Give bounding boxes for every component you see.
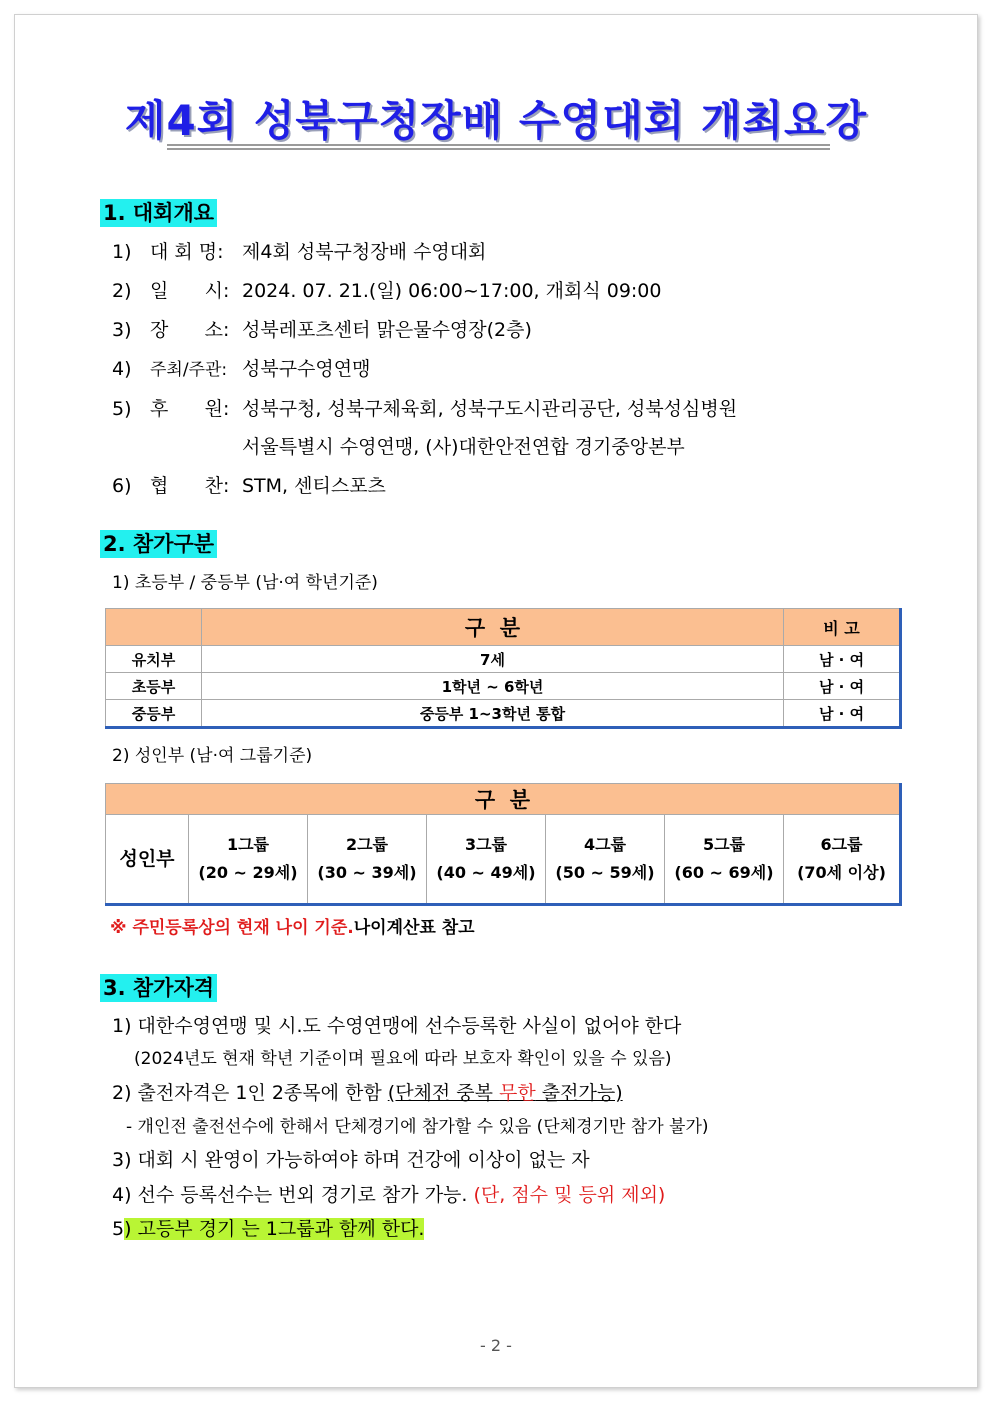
row-label: 유치부 bbox=[106, 646, 202, 673]
group-cell: 6그룹 (70세 이상) bbox=[784, 815, 901, 905]
row-desc: 7세 bbox=[202, 646, 784, 673]
table-row bbox=[106, 646, 901, 673]
eligibility-item: 5) 고등부 경기 는 1그룹과 함께 한다. bbox=[112, 1218, 425, 1240]
overview-item: 4) 주최/주관: 성북구수영연맹 bbox=[112, 358, 371, 380]
title-underline bbox=[167, 144, 830, 150]
overview-item: 3) 장 소: 성북레포츠센터 맑은물수영장(2층) bbox=[112, 319, 532, 341]
group-cell: 2그룹 (30 ~ 39세) bbox=[308, 815, 427, 905]
table-header-blank bbox=[106, 609, 202, 646]
section1-heading: 1. 대회개요 bbox=[100, 199, 217, 227]
table-header-division: 구 분 bbox=[202, 609, 784, 646]
group-cell: 4그룹 (50 ~ 59세) bbox=[546, 815, 665, 905]
row-label: 중등부 bbox=[106, 700, 202, 728]
eligibility-item: 2) 출전자격은 1인 2종목에 한함 (단체전 중복 무한 출전가능) bbox=[112, 1082, 623, 1104]
subheading-students: 1) 초등부 / 중등부 (남·여 학년기준) bbox=[112, 573, 378, 593]
eligibility-item: 3) 대회 시 완영이 가능하여야 하며 건강에 이상이 없는 자 bbox=[112, 1149, 590, 1171]
eligibility-subnote: (2024년도 현재 학년 기준이며 필요에 따라 보호자 확인이 있을 수 있음) bbox=[134, 1049, 672, 1069]
overview-item: 서울특별시 수영연맹, (사)대한안전연합 경기중앙본부 bbox=[242, 436, 685, 458]
row-label: 성인부 bbox=[106, 815, 189, 905]
overview-item: 1) 대 회 명: 제4회 성북구청장배 수영대회 bbox=[112, 241, 487, 263]
row-desc: 1학년 ~ 6학년 bbox=[202, 673, 784, 700]
row-label: 초등부 bbox=[106, 673, 202, 700]
subheading-adults: 2) 성인부 (남·여 그룹기준) bbox=[112, 746, 313, 766]
student-division-table bbox=[105, 608, 902, 729]
age-note: ※ 주민등록상의 현재 나이 기준.나이계산표 참고 bbox=[110, 918, 475, 938]
overview-item: 2) 일 시: 2024. 07. 21.(일) 06:00~17:00, 개회식 09:00 bbox=[112, 280, 662, 302]
adult-group-table bbox=[105, 783, 902, 906]
overview-item: 5) 후 원: 성북구청, 성북구체육회, 성북구도시관리공단, 성북성심병원 bbox=[112, 398, 738, 420]
section2-heading: 2. 참가구분 bbox=[100, 530, 217, 558]
eligibility-item: 4) 선수 등록선수는 번외 경기로 참가 가능. (단, 점수 및 등위 제외) bbox=[112, 1184, 666, 1206]
group-cell: 5그룹 (60 ~ 69세) bbox=[665, 815, 784, 905]
table-row bbox=[106, 673, 901, 700]
eligibility-subnote: - 개인전 출전선수에 한해서 단체경기에 참가할 수 있음 (단체경기만 참가 불가) bbox=[126, 1117, 709, 1137]
row-desc: 중등부 1~3학년 통합 bbox=[202, 700, 784, 728]
table-row bbox=[106, 700, 901, 728]
table-header-note: 비 고 bbox=[784, 609, 901, 646]
table-header-division: 구 분 bbox=[106, 784, 901, 815]
document-title: 제4회 성북구청장배 수영대회 개최요강 bbox=[124, 96, 868, 145]
row-note: 남 · 여 bbox=[784, 673, 901, 700]
table-row bbox=[106, 815, 901, 905]
row-note: 남 · 여 bbox=[784, 646, 901, 673]
overview-item: 6) 협 찬: STM, 센티스포츠 bbox=[112, 475, 386, 497]
group-cell: 1그룹 (20 ~ 29세) bbox=[189, 815, 308, 905]
eligibility-item: 1) 대한수영연맹 및 시.도 수영연맹에 선수등록한 사실이 없어야 한다 bbox=[112, 1015, 682, 1037]
section3-heading: 3. 참가자격 bbox=[100, 974, 217, 1002]
row-note: 남 · 여 bbox=[784, 700, 901, 728]
page-number: - 2 - bbox=[480, 1336, 512, 1355]
group-cell: 3그룹 (40 ~ 49세) bbox=[427, 815, 546, 905]
